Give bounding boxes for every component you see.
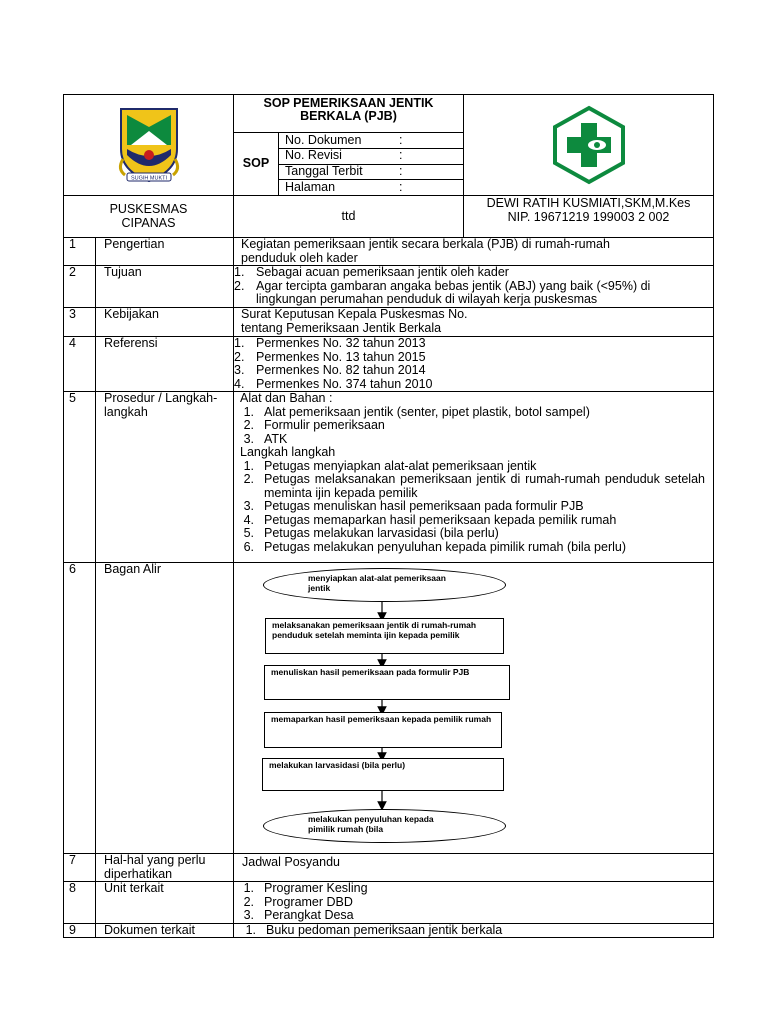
row-kebijakan <box>64 308 714 337</box>
list-item: 2. Permenkes No. 13 tahun 2015 <box>234 349 426 364</box>
flow-connectors <box>234 563 714 853</box>
list-item: 4. Petugas memaparkan hasil pemeriksaan kepada pemilik rumah <box>243 512 617 527</box>
row-number: 5 <box>64 392 96 563</box>
field-no-revisi: No. Revisi : <box>279 149 463 165</box>
row-label: Unit terkait <box>96 882 234 924</box>
list-item: 1. Sebagai acuan pemeriksaan jentik oleh kader <box>234 265 509 279</box>
org-name: PUSKESMAS <box>109 202 188 216</box>
document-fields <box>279 133 463 195</box>
row-label: Prosedur / Langkah-langkah <box>96 392 234 563</box>
list-item: 3. Perangkat Desa <box>243 908 354 922</box>
field-tanggal-terbit: Tanggal Terbit : <box>279 165 463 181</box>
row-number: 3 <box>64 308 96 337</box>
alat-heading: Alat dan Bahan : <box>240 391 333 405</box>
head-name: DEWI RATIH KUSMIATI,SKM,M.Kes <box>486 196 691 210</box>
flow-end: melakukan penyuluhan kepada pimilik rumah (bila <box>263 809 506 843</box>
langkah-heading: Langkah langkah <box>240 445 336 459</box>
puskesmas-logo-cell <box>464 95 714 196</box>
list-item: 3. Petugas menuliskan hasil pemeriksaan pada formulir PJB <box>243 499 584 513</box>
row-content <box>234 882 714 924</box>
row-number: 6 <box>64 563 96 854</box>
list-item: 1. Buku pedoman pemeriksaan jentik berkala <box>245 922 503 937</box>
list-item: 2. Petugas melaksanakan pemeriksaan jentik di rumah-rumah penduduk setelah meminta ijin kepada pemilik <box>243 472 705 500</box>
row-content: Surat Keputusan Kepala Puskesmas No. tentang Pemeriksaan Jentik Berkala <box>234 308 714 337</box>
row-number: 4 <box>64 337 96 392</box>
row-content: Jadwal Posyandu <box>234 854 714 882</box>
row-bagan-alir <box>64 563 714 854</box>
list-item: 3. Permenkes No. 82 tahun 2014 <box>234 363 426 377</box>
row-content <box>234 392 714 563</box>
org-cell <box>64 196 234 238</box>
list-item: 6. Petugas melakukan penyuluhan kepada pimilik rumah (bila perlu) <box>243 539 627 554</box>
list-item: 2. Programer DBD <box>243 894 353 909</box>
flow-step: memaparkan hasil pemeriksaan kepada pemilik rumah <box>264 712 502 748</box>
sop-label: SOP <box>234 133 279 195</box>
row-tujuan <box>64 266 714 308</box>
row-referensi <box>64 337 714 392</box>
flow-start: menyiapkan alat-alat pemeriksaan jentik <box>263 568 506 602</box>
row-number: 9 <box>64 923 96 938</box>
list-item: 5. Petugas melakukan larvasidasi (bila perlu) <box>243 526 499 540</box>
row-dokumen-terkait <box>64 923 714 938</box>
regency-logo-cell <box>64 95 234 196</box>
list-item: 3. ATK <box>243 431 288 446</box>
row-label: Tujuan <box>96 266 234 308</box>
row-label: Hal-hal yang perlu diperhatikan <box>96 854 234 882</box>
row-content <box>234 337 714 392</box>
flowchart-cell <box>234 563 714 854</box>
sop-table <box>63 94 714 938</box>
field-halaman: Halaman : <box>285 179 403 194</box>
title-cell <box>234 95 464 196</box>
row-content <box>234 266 714 308</box>
row-number: 2 <box>64 266 96 308</box>
list-item: 1. Permenkes No. 32 tahun 2013 <box>234 336 426 350</box>
logo-motto: SUGIH MUKTI <box>130 175 167 182</box>
row-label: Kebijakan <box>96 308 234 337</box>
org-location: CIPANAS <box>121 215 176 230</box>
row-content <box>234 923 714 938</box>
row-label: Referensi <box>96 337 234 392</box>
flow-step: melaksanakan pemeriksaan jentik di rumah-rumah penduduk setelah meminta ijin kepada pemilik <box>265 618 504 654</box>
header-row <box>64 95 714 196</box>
field-no-dokumen: No. Dokumen : <box>279 133 463 149</box>
row-label: Pengertian <box>96 238 234 266</box>
row-content: Kegiatan pemeriksaan jentik secara berkala (PJB) di rumah-rumah penduduk oleh kader <box>234 238 714 266</box>
head-nip: NIP. 19671219 199003 2 002 <box>507 209 670 224</box>
row-unit-terkait <box>64 882 714 924</box>
regency-emblem-icon <box>109 105 189 185</box>
row-number: 1 <box>64 238 96 266</box>
list-item: 1. Alat pemeriksaan jentik (senter, pipet plastik, botol sampel) <box>243 404 590 419</box>
puskesmas-logo-icon <box>549 105 629 185</box>
row-hal-perhatian <box>64 854 714 882</box>
head-cell <box>464 196 714 238</box>
document-title: SOP PEMERIKSAAN JENTIK BERKALA (PJB) <box>234 95 463 133</box>
row-label: Dokumen terkait <box>96 923 234 938</box>
row-number: 8 <box>64 882 96 924</box>
flow-step: menuliskan hasil pemeriksaan pada formulir PJB <box>264 665 510 700</box>
signature-cell <box>234 196 464 238</box>
list-item: 1. Petugas menyiapkan alat-alat pemeriksaan jentik <box>243 458 537 473</box>
list-item: 1. Programer Kesling <box>243 881 368 895</box>
list-item: 2. Agar tercipta gambaran angaka bebas jentik (ABJ) yang baik (<95%) di lingkungan perumahan penduduk di wilayah kerja puskesmas <box>234 278 651 306</box>
list-item: 2. Formulir pemeriksaan <box>243 418 385 432</box>
org-row <box>64 196 714 238</box>
signature: ttd <box>341 208 356 223</box>
row-pengertian <box>64 238 714 266</box>
row-label: Bagan Alir <box>96 563 234 854</box>
list-item: 4. Permenkes No. 374 tahun 2010 <box>234 376 433 391</box>
row-number: 7 <box>64 854 96 882</box>
sop-document <box>63 94 713 938</box>
flow-step: melakukan larvasidasi (bila perlu) <box>262 758 504 791</box>
flowchart <box>234 563 713 853</box>
row-prosedur <box>64 392 714 563</box>
